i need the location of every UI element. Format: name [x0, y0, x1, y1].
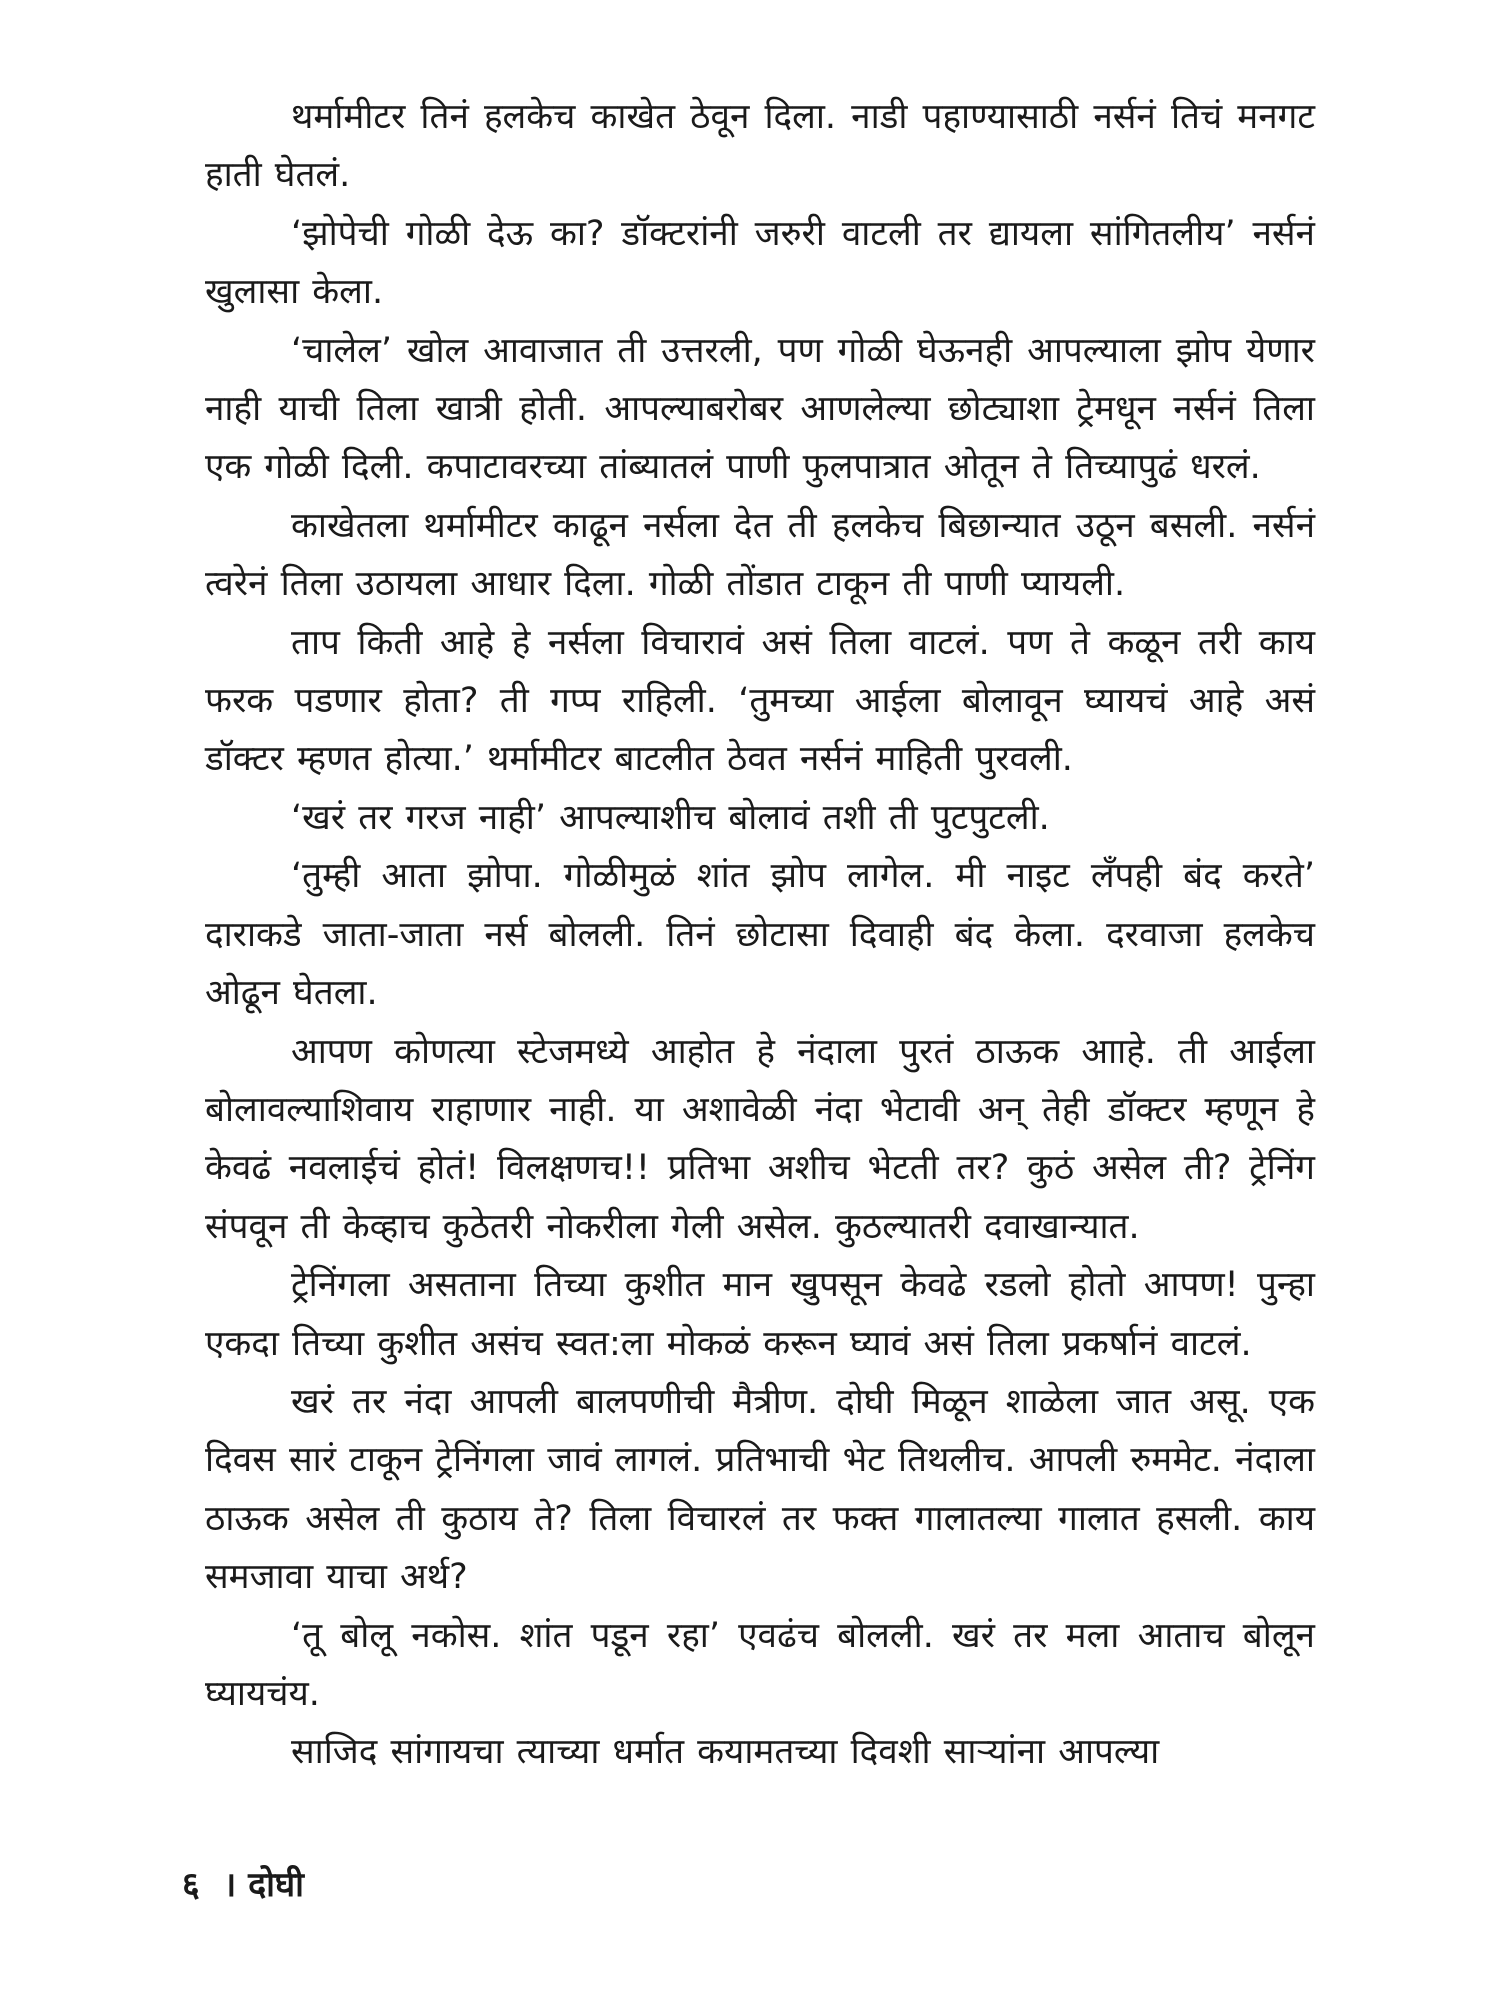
paragraph-4: काखेतला थर्मामीटर काढून नर्सला देत ती हलकेच बिछान्यात उठून बसली. नर्सनं त्वरेनं तिला उठायला आधार दिला. गोळी तोंडात टाकून ती पाणी प्यायली.	[205, 505, 1315, 605]
paragraph-11: ‘तू बोलू नकोस. शांत पडून रहा’ एवढंच बोलली. खरं तर मला आताच बोलून घ्यायचंय.	[205, 1615, 1315, 1714]
paragraph-1: थर्मामीटर तिनं हलकेच काखेत ठेवून दिला. नाडी पहाण्यासाठी नर्सनं तिचं मनगट हाती घेतलं.	[205, 97, 1315, 196]
paragraph-3: ‘चालेल’ खोल आवाजात ती उत्तरली, पण गोळी घेऊनही आपल्याला झोप येणार नाही याची तिला खात्री होती. आपल्याबरोबर आणलेल्या छोट्याशा ट्रेमधून नर्सनं तिला एक गोळी दिली. कपाटावरच्या तांब्यातलं पाणी फुलपात्रात ओतून ते तिच्यापुढं धरलं.	[205, 330, 1315, 488]
paragraph-6: ‘खरं तर गरज नाही’ आपल्याशीच बोलावं तशी ती पुटपुटली.	[291, 797, 1050, 838]
paragraph-2: ‘झोपेची गोळी देऊ का? डॉक्टरांनी जरुरी वाटली तर द्यायला सांगितलीय’ नर्सनं खुलासा केला.	[205, 213, 1315, 313]
paragraph-5: ताप किती आहे हे नर्सला विचारावं असं तिला वाटलं. पण ते कळून तरी काय फरक पडणार होता? ती गप्प राहिली. ‘तुमच्या आईला बोलावून घ्यायचं आहे असं डॉक्टर म्हणत होत्या.’ थर्मामीटर बाटलीत ठेवत नर्सनं माहिती पुरवली.	[205, 622, 1315, 780]
page-footer	[182, 1860, 304, 1906]
paragraph-8: आपण कोणत्या स्टेजमध्ये आहोत हे नंदाला पुरतं ठाऊक आाहे. ती आईला बोलावल्याशिवाय राहाणार नाही. या अशावेळी नंदा भेटावी अन् तेही डॉक्टर म्हणून हे केवढं नवलाईचं होतं! विलक्षणच!! प्रतिभा अशीच भेटती तर? कुठं असेल ती? ट्रेनिंग संपवून ती केव्हाच कुठेतरी नोकरीला गेली असेल. कुठल्यातरी दवाखान्यात.	[205, 1031, 1315, 1247]
page-body	[205, 88, 1315, 1782]
footer-separator: ।	[223, 1865, 237, 1905]
paragraph-9: ट्रेनिंगला असताना तिच्या कुशीत मान खुपसून केवढे रडलो होतो आपण! पुन्हा एकदा तिच्या कुशीत असंच स्वत:ला मोकळं करून घ्यावं असं तिला प्रकर्षानं वाटलं.	[205, 1265, 1315, 1364]
book-title: दोघी	[248, 1865, 304, 1905]
page-number: ६	[182, 1865, 200, 1905]
paragraph-10: खरं तर नंदा आपली बालपणीची मैत्रीण. दोघी मिळून शाळेला जात असू. एक दिवस सारं टाकून ट्रेनिंगला जावं लागलं. प्रतिभाची भेट तिथलीच. आपली रुममेट. नंदाला ठाऊक असेल ती कुठाय ते? तिला विचारलं तर फक्त गालातल्या गालात हसली. काय समजावा याचा अर्थ?	[205, 1381, 1315, 1598]
paragraph-12: साजिद सांगायचा त्याच्या धर्मात कयामतच्या दिवशी साऱ्यांना आपल्या	[291, 1732, 1160, 1773]
paragraph-7: ‘तुम्ही आता झोपा. गोळीमुळं शांत झोप लागेल. मी नाइट लँपही बंद करते’ दाराकडे जाता-जाता नर्स बोलली. तिनं छोटासा दिवाही बंद केला. दरवाजा हलकेच ओढून घेतला.	[205, 856, 1315, 1014]
